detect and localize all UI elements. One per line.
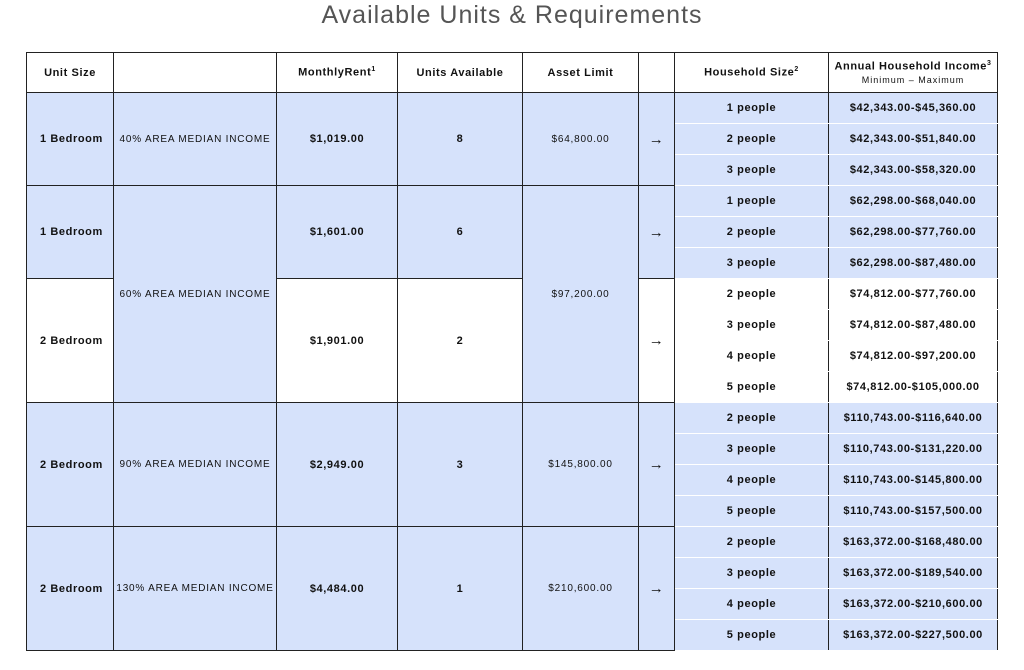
household-size-cell: 5 people (675, 372, 829, 403)
income-range-cell: $163,372.00-$210,600.00 (829, 589, 998, 620)
household-size-cell: 2 people (675, 403, 829, 434)
income-range-cell: $110,743.00-$116,640.00 (829, 403, 998, 434)
income-range-cell: $163,372.00-$227,500.00 (829, 620, 998, 651)
rent-cell: $1,901.00 (277, 279, 398, 403)
household-size-cell: 3 people (675, 310, 829, 341)
header-units-available: Units Available (398, 53, 523, 93)
asset-limit-cell: $210,600.00 (523, 527, 639, 651)
household-size-cell: 1 people (675, 93, 829, 124)
ami-cell: 130% AREA MEDIAN INCOME (114, 527, 277, 651)
household-size-cell: 2 people (675, 527, 829, 558)
arrow-right-icon: → (639, 403, 675, 527)
income-range-cell: $110,743.00-$145,800.00 (829, 465, 998, 496)
income-range-cell: $74,812.00-$97,200.00 (829, 341, 998, 372)
income-range-cell: $74,812.00-$105,000.00 (829, 372, 998, 403)
header-asset-limit: Asset Limit (523, 53, 639, 93)
income-range-cell: $110,743.00-$157,500.00 (829, 496, 998, 527)
household-size-cell: 3 people (675, 155, 829, 186)
header-unit-size: Unit Size (27, 53, 114, 93)
household-size-cell: 3 people (675, 248, 829, 279)
unit-size-cell: 1 Bedroom (27, 93, 114, 186)
unit-size-cell: 1 Bedroom (27, 186, 114, 279)
income-range-cell: $62,298.00-$77,760.00 (829, 217, 998, 248)
ami-cell: 90% AREA MEDIAN INCOME (114, 403, 277, 527)
units-available-cell: 3 (398, 403, 523, 527)
household-size-cell: 2 people (675, 279, 829, 310)
units-available-cell: 1 (398, 527, 523, 651)
rent-cell: $4,484.00 (277, 527, 398, 651)
income-range-cell: $42,343.00-$45,360.00 (829, 93, 998, 124)
income-range-cell: $74,812.00-$87,480.00 (829, 310, 998, 341)
income-range-cell: $62,298.00-$68,040.00 (829, 186, 998, 217)
units-available-cell: 2 (398, 279, 523, 403)
rent-cell: $1,019.00 (277, 93, 398, 186)
income-range-cell: $42,343.00-$51,840.00 (829, 124, 998, 155)
table-row (27, 403, 998, 434)
household-size-cell: 5 people (675, 496, 829, 527)
income-range-cell: $110,743.00-$131,220.00 (829, 434, 998, 465)
household-size-cell: 2 people (675, 217, 829, 248)
household-size-cell: 3 people (675, 434, 829, 465)
arrow-right-icon: → (639, 527, 675, 651)
units-available-cell: 8 (398, 93, 523, 186)
household-size-cell: 4 people (675, 589, 829, 620)
page-title: Available Units & Requirements (321, 1, 703, 29)
units-table (26, 52, 998, 651)
unit-size-cell: 2 Bedroom (27, 279, 114, 403)
arrow-right-icon: → (639, 279, 675, 403)
household-size-cell: 4 people (675, 465, 829, 496)
arrow-right-icon: → (639, 186, 675, 279)
asset-limit-cell: $64,800.00 (523, 93, 639, 186)
table-row (27, 93, 998, 124)
unit-size-cell: 2 Bedroom (27, 527, 114, 651)
ami-cell: 40% AREA MEDIAN INCOME (114, 93, 277, 186)
household-size-cell: 3 people (675, 558, 829, 589)
income-range-cell: $74,812.00-$77,760.00 (829, 279, 998, 310)
income-range-cell: $163,372.00-$168,480.00 (829, 527, 998, 558)
header-household-size: Household Size$^2$ (675, 53, 829, 93)
header-monthly-rent: MonthlyRent$^1$ (277, 53, 398, 93)
unit-size-cell: 2 Bedroom (27, 403, 114, 527)
header-row (27, 53, 998, 93)
income-range-cell: $42,343.00-$58,320.00 (829, 155, 998, 186)
household-size-cell: 4 people (675, 341, 829, 372)
header-ami (114, 53, 277, 93)
units-available-cell: 6 (398, 186, 523, 279)
arrow-right-icon: → (639, 93, 675, 186)
rent-cell: $2,949.00 (277, 403, 398, 527)
income-range-cell: $62,298.00-$87,480.00 (829, 248, 998, 279)
income-range-cell: $163,372.00-$189,540.00 (829, 558, 998, 589)
household-size-cell: 5 people (675, 620, 829, 651)
ami-cell: 60% AREA MEDIAN INCOME (114, 186, 277, 403)
asset-limit-cell: $97,200.00 (523, 186, 639, 403)
household-size-cell: 2 people (675, 124, 829, 155)
household-size-cell: 1 people (675, 186, 829, 217)
table-row (27, 186, 998, 217)
header-annual-income: Annual Household Income$^3$ Minimum – Maximum (829, 53, 998, 93)
rent-cell: $1,601.00 (277, 186, 398, 279)
asset-limit-cell: $145,800.00 (523, 403, 639, 527)
header-arrow (639, 53, 675, 93)
table-row (27, 527, 998, 558)
